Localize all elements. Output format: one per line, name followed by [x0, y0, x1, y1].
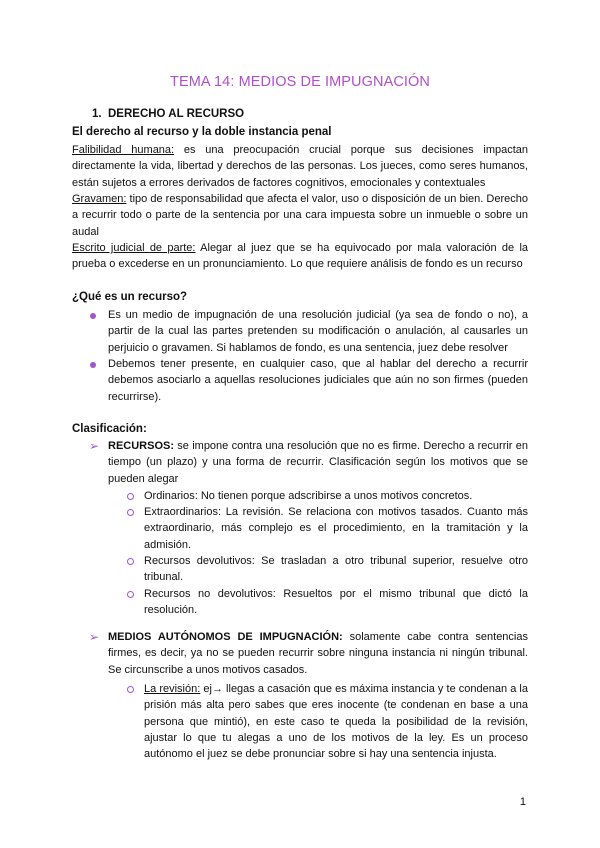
- bullet-dot: [90, 313, 96, 319]
- revision-term: La revisión:: [144, 683, 201, 695]
- arrow-bullet-icon: ➢: [89, 630, 100, 644]
- section-heading-text: DERECHO AL RECURSO: [108, 108, 245, 120]
- classification-heading: Clasificación:: [72, 423, 147, 435]
- term-gravamen: Gravamen:: [72, 193, 127, 205]
- text-escrito: Alegar al juez que se ha equivocado por mala valoración de la prueba o excederse en un pronunciamiento. Lo que requiere análisis de fondo es un recurso: [72, 242, 529, 271]
- sub-bullet-circle: [127, 686, 134, 693]
- sub-item: Ordinarios: No tienen porque adscribirse a unos motivos concretos.: [144, 490, 473, 502]
- arrow-bullet-icon: ➢: [89, 439, 100, 453]
- recursos-text: se impone contra una resolución que no es firme. Derecho a recurrir en tiempo (un plazo) y una forma de recurrir. Clasificación según los motivos que se pueden alegar: [108, 440, 528, 485]
- sub-item: Extraordinarios: La revisión. Se relaciona con motivos tasados. Cuanto más extraordinario, más complejo es el procedimiento, en la tramitación y la admisión.: [144, 506, 528, 551]
- sub-item: Recursos devolutivos: Se trasladan a otro tribunal superior, resuelve otro tribunal.: [144, 555, 528, 584]
- sub-bullet-circle: [127, 591, 134, 598]
- page-number: 1: [519, 796, 526, 808]
- bullet-item: Debemos tener presente, en cualquier caso, que al hablar del derecho a recurrir debemos asociarlo a aquellas resoluciones judiciales que aún no son firmes (pueden recurrirse).: [108, 358, 528, 403]
- what-is-heading: ¿Qué es un recurso?: [72, 291, 188, 303]
- text-falibilidad: es una preocupación crucial porque sus decisiones impactan directamente la vida, libertad y derechos de las personas. Los jueces, como seres humanos, están sujetos a errores derivados de factores cognitivos, emocionales y contextuales: [72, 144, 529, 189]
- document-title: TEMA 14: MEDIOS DE IMPUGNACIÓN: [169, 74, 430, 90]
- medios-text: solamente cabe contra sentencias firmes, es decir, ya no se pueden recurrir sobre ninguna instancia ni ningún tribunal. Se circunscribe a unos motivos casados.: [108, 631, 528, 676]
- sub-item: Recursos no devolutivos: Resueltos por el mismo tribunal que dictó la resolución.: [144, 588, 528, 617]
- bullet-item: Es un medio de impugnación de una resolución judicial (ya sea de fondo o no), a partir de la cual las partes pretenden su modificación o anulación, al causarles un perjuicio o gravamen. Si hablamos de fondo, es una sentencia, juez debe resolver: [108, 309, 528, 354]
- sub-bullet-circle: [127, 558, 134, 565]
- paragraph-gravamen: [72, 191, 528, 240]
- paragraph-escrito: [72, 240, 528, 273]
- revision-text: ej→ llegas a casación que es máxima instancia y te condenan a la prisión más alta pero sabes que eres inocente (te condenan en base a una persona que mintió), en este caso te queda la posibilidad de la revisión, ajustar lo que tu alegas a uno de los motivos de la ley. Es un proceso autónomo el juez se debe pronunciar sobre si hay una sentencia injusta.: [144, 683, 528, 761]
- text-gravamen: tipo de responsabilidad que afecta el valor, uso o disposición de un bien. Derecho a recurrir todo o parte de la sentencia por una cara impuesta sobre un inmueble o sobre un audal: [72, 193, 528, 238]
- sub-bullet-circle: [127, 509, 134, 516]
- term-escrito: Escrito judicial de parte:: [72, 242, 196, 254]
- term-falibilidad: Falibilidad humana:: [72, 144, 175, 156]
- revision-item: [144, 681, 528, 762]
- paragraph-falibilidad: [72, 142, 528, 191]
- bullet-dot: [90, 362, 96, 368]
- recursos-label: RECURSOS:: [108, 440, 175, 452]
- medios-label: MEDIOS AUTÓNOMOS DE IMPUGNACIÓN:: [108, 631, 343, 643]
- medios-item: [108, 629, 528, 678]
- recursos-item: [108, 438, 528, 487]
- subheading: El derecho al recurso y la doble instancia penal: [72, 126, 332, 138]
- section-number: 1.: [92, 108, 102, 120]
- section-heading: [92, 108, 244, 120]
- sub-bullet-circle: [127, 493, 134, 500]
